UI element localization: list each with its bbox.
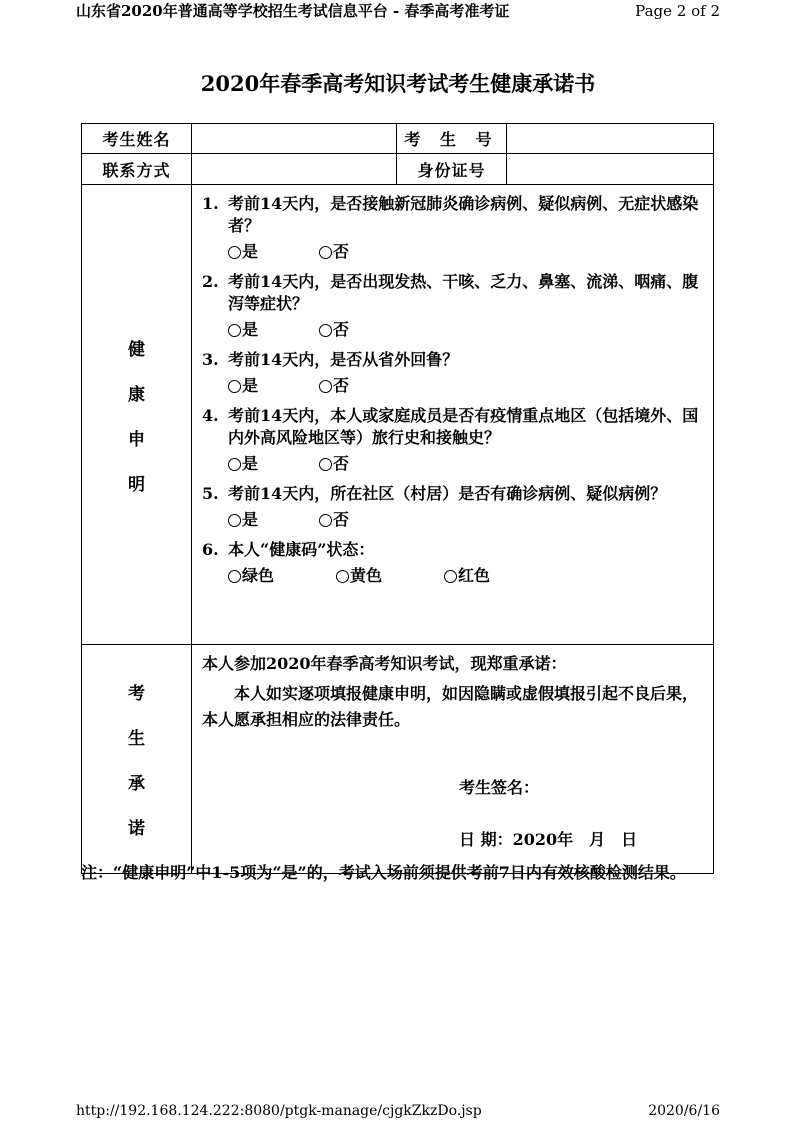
print-footer-date: 2020/6/16 <box>648 1103 720 1119</box>
health-declaration-label-cell <box>82 185 192 645</box>
health-questions <box>192 185 714 645</box>
option-label: 是 <box>242 454 259 473</box>
date-label[interactable]: 日 期：2020年 月 日 <box>459 830 638 849</box>
question-3 <box>202 349 701 371</box>
signature-label[interactable]: 考生签名： <box>459 778 540 797</box>
option-radio[interactable] <box>319 319 410 341</box>
name-field[interactable] <box>192 124 397 154</box>
question-2-options <box>202 319 701 341</box>
id-number-field[interactable] <box>507 154 714 185</box>
question-1-options <box>202 241 701 263</box>
question-number: 5. <box>202 484 219 503</box>
option-label: 红色 <box>458 566 491 585</box>
option-label: 否 <box>333 320 350 339</box>
radio-circle-icon[interactable] <box>319 514 332 527</box>
commitment-label-char: 生 <box>128 729 145 749</box>
commitment-content <box>192 645 714 874</box>
option-radio[interactable] <box>228 453 319 475</box>
health-label-char: 康 <box>128 384 145 405</box>
document-title: 2020年春季高考知识考试考生健康承诺书 <box>200 71 596 96</box>
exam-number-label: 考 生 号 <box>397 124 507 154</box>
option-radio[interactable] <box>228 241 319 263</box>
question-5 <box>202 483 701 505</box>
question-text: 考前14天内，所在社区（村居）是否有确诊病例、疑似病例？ <box>228 484 667 503</box>
commitment-label-cell <box>82 645 192 874</box>
commitment-label <box>82 679 191 839</box>
print-footer-url: http://192.168.124.222:8080/ptgk-manage/cjgkZkzDo.jsp <box>76 1103 482 1119</box>
commitment-label-char: 诺 <box>128 819 145 839</box>
question-4 <box>202 405 701 449</box>
option-label: 否 <box>333 376 350 395</box>
question-6-options <box>202 565 701 587</box>
option-label: 是 <box>242 510 259 529</box>
health-label-char: 申 <box>128 429 145 450</box>
commitment-body: 本人如实逐项填报健康申明，如因隐瞒或虚假填报引起不良后果，本人愿承担相应的法律责任。 <box>202 684 699 729</box>
option-label: 是 <box>242 376 259 395</box>
radio-circle-icon[interactable] <box>319 246 332 259</box>
radio-circle-icon[interactable] <box>319 380 332 393</box>
option-label: 是 <box>242 242 259 261</box>
commitment-intro: 本人参加2020年春季高考知识考试，现郑重承诺： <box>202 654 567 673</box>
radio-circle-icon[interactable] <box>228 246 241 259</box>
name-label: 考生姓名 <box>82 124 192 154</box>
option-radio[interactable] <box>319 509 410 531</box>
health-label-char: 健 <box>128 339 145 360</box>
radio-circle-icon[interactable] <box>228 570 241 583</box>
question-3-options <box>202 375 701 397</box>
radio-circle-icon[interactable] <box>228 514 241 527</box>
option-radio[interactable] <box>228 375 319 397</box>
question-text: 考前14天内，是否接触新冠肺炎确诊病例、疑似病例、无症状感染者？ <box>228 194 699 235</box>
question-number: 3. <box>202 350 219 369</box>
contact-label: 联系方式 <box>82 154 192 185</box>
radio-circle-icon[interactable] <box>228 324 241 337</box>
question-2 <box>202 271 701 315</box>
radio-circle-icon[interactable] <box>336 570 349 583</box>
option-label: 否 <box>333 454 350 473</box>
print-header-title: 山东省2020年普通高等学校招生考试信息平台 - 春季高考准考证 <box>76 2 510 20</box>
option-label: 是 <box>242 320 259 339</box>
commitment-label-char: 承 <box>128 774 145 794</box>
exam-number-field[interactable] <box>507 124 714 154</box>
question-5-options <box>202 509 701 531</box>
page-number: Page 2 of 2 <box>635 2 720 20</box>
question-6 <box>202 539 701 561</box>
option-label: 黄色 <box>350 566 383 585</box>
option-radio[interactable] <box>336 565 444 587</box>
health-label-char: 明 <box>128 474 145 495</box>
radio-circle-icon[interactable] <box>228 458 241 471</box>
radio-circle-icon[interactable] <box>319 458 332 471</box>
option-radio[interactable] <box>319 453 410 475</box>
commitment-label-char: 考 <box>128 684 145 704</box>
radio-circle-icon[interactable] <box>228 380 241 393</box>
question-text: 考前14天内，是否出现发热、干咳、乏力、鼻塞、流涕、咽痛、腹泻等症状？ <box>228 272 699 313</box>
option-radio[interactable] <box>228 319 319 341</box>
option-radio[interactable] <box>319 375 410 397</box>
question-text: 考前14天内，是否从省外回鲁？ <box>228 350 459 369</box>
question-text: 考前14天内，本人或家庭成员是否有疫情重点地区（包括境外、国内外高风险地区等）旅行史和接触史？ <box>228 406 699 447</box>
radio-circle-icon[interactable] <box>444 570 457 583</box>
question-number: 4. <box>202 406 219 425</box>
option-label: 绿色 <box>242 566 275 585</box>
question-1 <box>202 193 701 237</box>
option-label: 否 <box>333 510 350 529</box>
health-commitment-table <box>81 123 714 874</box>
option-radio[interactable] <box>228 565 336 587</box>
contact-field[interactable] <box>192 154 397 185</box>
question-number: 1. <box>202 194 219 213</box>
option-radio[interactable] <box>319 241 410 263</box>
footnote: 注：“健康申明”中1-5项为“是”的，考试入场前须提供考前7日内有效核酸检测结果。 <box>81 863 686 882</box>
health-declaration-label <box>82 335 191 495</box>
radio-circle-icon[interactable] <box>319 324 332 337</box>
option-label: 否 <box>333 242 350 261</box>
question-4-options <box>202 453 701 475</box>
question-number: 2. <box>202 272 219 291</box>
question-text: 本人“健康码”状态： <box>228 540 375 559</box>
option-radio[interactable] <box>228 509 319 531</box>
option-radio[interactable] <box>444 565 552 587</box>
question-number: 6. <box>202 540 219 559</box>
id-number-label: 身份证号 <box>397 154 507 185</box>
